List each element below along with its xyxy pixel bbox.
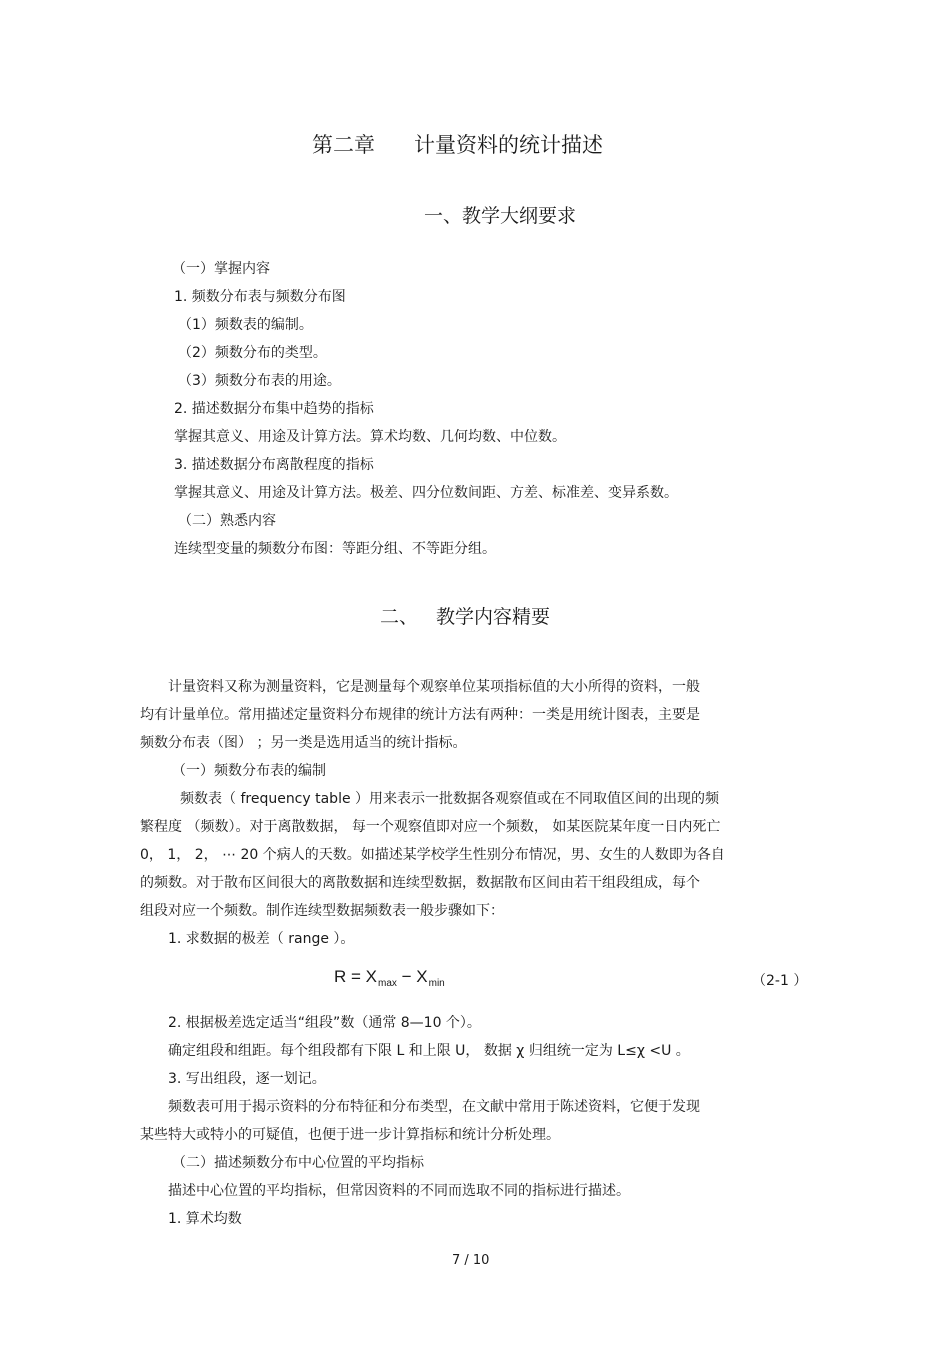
body-line: 3. 写出组段，逐一划记。: [168, 1071, 326, 1087]
subsection-heading: （二）描述频数分布中心位置的平均指标: [172, 1155, 424, 1171]
page-number: 7 / 10: [452, 1253, 490, 1268]
syllabus-line: （二）熟悉内容: [178, 513, 276, 529]
syllabus-line: 连续型变量的频数分布图：等距分组、不等距分组。: [174, 541, 496, 557]
body-line: 0， 1， 2， ⋯ 20 个病人的天数。如描述某学校学生性别分布情况，男、女生的人数即为各自: [140, 847, 725, 863]
syllabus-line: 掌握其意义、用途及计算方法。算术均数、几何均数、中位数。: [174, 429, 566, 445]
syllabus-line: （2）频数分布的类型。: [178, 345, 327, 361]
syllabus-line: 3. 描述数据分布离散程度的指标: [174, 457, 374, 473]
syllabus-line: 2. 描述数据分布集中趋势的指标: [174, 401, 374, 417]
syllabus-line: （3）频数分布表的用途。: [178, 373, 341, 389]
formula-mid: − X: [396, 967, 428, 986]
formula-sub-min: min: [428, 978, 445, 989]
body-line: 组段对应一个频数。制作连续型数据频数表一般步骤如下：: [140, 903, 504, 919]
subsection-heading: （一）频数分布表的编制: [172, 763, 326, 779]
body-line: 频数表可用于揭示资料的分布特征和分布类型，在文献中常用于陈述资料，它便于发现: [168, 1099, 700, 1115]
syllabus-line: （1）频数表的编制。: [178, 317, 313, 333]
body-line: 繁程度 （频数）。对于离散数据， 每一个观察值即对应一个频数， 如某医院某年度一日内死亡: [140, 819, 721, 835]
chapter-label: 第二章: [312, 133, 375, 157]
chapter-title: 计量资料的统计描述: [414, 133, 603, 157]
syllabus-line: 1. 频数分布表与频数分布图: [174, 289, 346, 305]
body-line: 1. 算术均数: [168, 1211, 242, 1227]
body-line: 确定组段和组距。每个组段都有下限 L 和上限 U， 数据 χ 归组统一定为 L≤χ <U 。: [168, 1043, 690, 1059]
formula-sub-max: max: [378, 978, 397, 989]
section-title-syllabus: 一、教学大纲要求: [424, 205, 577, 227]
formula-number: （2-1 ）: [752, 973, 808, 989]
body-line: 某些特大或特小的可疑值，也便于进一步计算指标和统计分析处理。: [140, 1127, 560, 1143]
body-line: 频数分布表（图） ；另一类是选用适当的统计指标。: [140, 735, 467, 751]
body-line: 频数表（ frequency table ）用来表示一批数据各观察值或在不同取值区间的出现的频: [180, 791, 720, 807]
formula-lhs: R = X: [334, 967, 377, 986]
body-line: 均有计量单位。常用描述定量资料分布规律的统计方法有两种：一类是用统计图表，主要是: [140, 707, 700, 723]
section-title-content: 教学内容精要: [436, 606, 551, 628]
body-line: 1. 求数据的极差（ range ）。: [168, 931, 355, 947]
syllabus-line: （一）掌握内容: [172, 261, 270, 277]
formula-range: [334, 968, 445, 993]
body-line: 2. 根据极差选定适当“组段”数（通常 8—10 个）。: [168, 1015, 481, 1031]
body-line: 计量资料又称为测量资料，它是测量每个观察单位某项指标值的大小所得的资料，一般: [168, 679, 700, 695]
body-line: 的频数。对于散布区间很大的离散数据和连续型数据，数据散布区间由若干组段组成，每个: [140, 875, 700, 891]
section-number: 二、: [380, 606, 419, 628]
syllabus-line: 掌握其意义、用途及计算方法。极差、四分位数间距、方差、标准差、变异系数。: [174, 485, 678, 501]
body-line: 描述中心位置的平均指标，但常因资料的不同而选取不同的指标进行描述。: [168, 1183, 630, 1199]
